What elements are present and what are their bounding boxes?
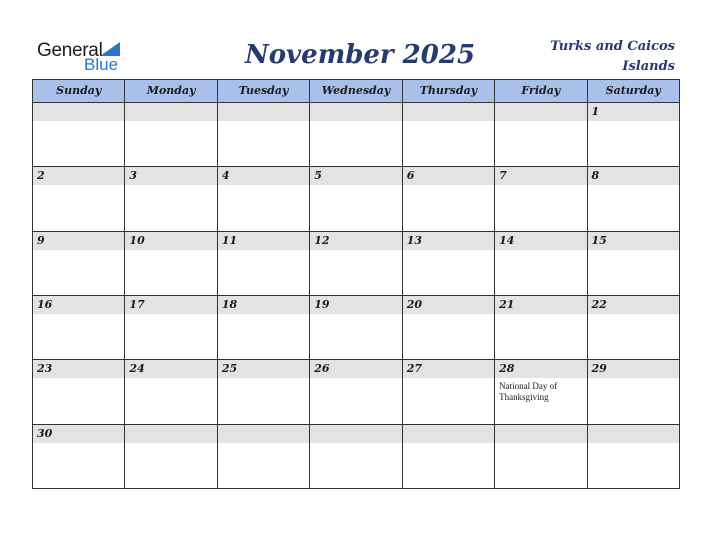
day-cell (218, 232, 310, 295)
day-number: 29 (591, 362, 607, 376)
day-cell (125, 232, 217, 295)
day-number: 15 (591, 233, 607, 247)
day-cell (310, 360, 402, 423)
day-cell (33, 360, 125, 423)
day-cell-header-bar (218, 425, 309, 443)
day-number: 14 (499, 233, 515, 247)
day-cell-header-bar (218, 167, 309, 185)
brand-blue-text: Blue (84, 55, 119, 74)
brand-general-text: General (37, 40, 103, 61)
day-cell (495, 425, 587, 488)
day-cell (403, 425, 495, 488)
day-number: 10 (129, 233, 145, 247)
day-cell (588, 360, 679, 423)
day-cell-header-bar (588, 103, 679, 121)
week-rows (33, 103, 679, 488)
day-cell-header-bar (403, 425, 494, 443)
day-number: 4 (221, 169, 230, 183)
day-number: 6 (406, 169, 415, 183)
region-name: Turks and Caicos Islands (550, 39, 675, 74)
weekday-header: Wednesday (310, 80, 402, 102)
day-cell-header-bar (33, 103, 124, 121)
day-number: 12 (314, 233, 330, 247)
week-row (33, 425, 679, 488)
day-number: 28 (499, 362, 515, 376)
day-cell (310, 425, 402, 488)
day-cell-header-bar (310, 167, 401, 185)
day-cell (495, 360, 587, 423)
day-number: 13 (406, 233, 422, 247)
day-cell (125, 425, 217, 488)
day-number: 8 (591, 169, 600, 183)
day-cell (125, 360, 217, 423)
day-cell-header-bar (495, 167, 586, 185)
day-number: 1 (591, 105, 600, 118)
weekday-header: Monday (125, 80, 217, 102)
day-cell-header-bar (310, 103, 401, 121)
day-cell-header-bar (403, 103, 494, 121)
day-number: 20 (406, 297, 422, 311)
day-number: 17 (129, 297, 145, 311)
day-cell (310, 232, 402, 295)
day-cell-header-bar (403, 167, 494, 185)
day-cell (218, 425, 310, 488)
weekday-header-row (33, 80, 679, 103)
week-row (33, 167, 679, 231)
day-cell (218, 167, 310, 230)
week-row (33, 103, 679, 167)
day-cell (33, 167, 125, 230)
day-cell (33, 296, 125, 359)
day-number: 16 (37, 297, 53, 311)
day-cell-header-bar (125, 103, 216, 121)
day-number: 26 (314, 362, 330, 376)
day-cell (218, 103, 310, 166)
day-number: 27 (406, 362, 422, 376)
day-number: 23 (37, 362, 53, 376)
day-cell-header-bar (125, 167, 216, 185)
day-number: 3 (129, 169, 138, 183)
day-cell (588, 232, 679, 295)
day-number: 24 (129, 362, 145, 376)
day-cell-header-bar (33, 232, 124, 250)
weekday-header: Thursday (403, 80, 495, 102)
brand-triangle-icon (100, 42, 120, 56)
holiday-label: National Day of Thanksgiving (499, 381, 558, 403)
day-cell (125, 296, 217, 359)
weekday-header: Tuesday (218, 80, 310, 102)
day-number: 21 (499, 297, 515, 311)
day-cell (403, 103, 495, 166)
day-cell-header-bar (218, 103, 309, 121)
day-cell (588, 296, 679, 359)
day-cell-header-bar (495, 103, 586, 121)
day-cell (125, 103, 217, 166)
day-cell-header-bar (33, 167, 124, 185)
day-number: 7 (499, 169, 507, 183)
day-cell (495, 232, 587, 295)
day-cell (495, 167, 587, 230)
day-cell (310, 103, 402, 166)
day-cell (403, 167, 495, 230)
day-cell (403, 232, 495, 295)
day-number: 22 (591, 297, 607, 311)
day-cell (218, 360, 310, 423)
day-number: 9 (37, 233, 45, 247)
day-number: 18 (221, 297, 238, 311)
weekday-header: Friday (495, 80, 587, 102)
day-cell (403, 296, 495, 359)
day-number: 25 (221, 362, 238, 376)
weekday-header: Saturday (605, 84, 661, 97)
day-number: 11 (221, 233, 238, 247)
day-cell (403, 360, 495, 423)
weekday-header: Sunday (33, 80, 125, 102)
day-cell (588, 103, 679, 166)
day-cell-header-bar (588, 167, 679, 185)
day-cell (125, 167, 217, 230)
week-row (33, 360, 679, 424)
day-cell (218, 296, 310, 359)
day-number: 19 (314, 297, 330, 311)
day-cell (495, 296, 587, 359)
day-number: 2 (37, 169, 45, 183)
day-cell (33, 425, 125, 488)
day-cell-header-bar (588, 425, 679, 443)
week-row (33, 296, 679, 360)
day-cell (495, 103, 587, 166)
day-cell-header-bar (310, 425, 401, 443)
day-cell-header-bar (125, 425, 216, 443)
week-row (33, 232, 679, 296)
day-cell (310, 167, 402, 230)
day-number: 5 (314, 169, 322, 183)
calendar-grid (32, 79, 680, 489)
day-cell (310, 296, 402, 359)
day-cell (33, 232, 125, 295)
day-cell (588, 167, 679, 230)
day-number: 30 (37, 426, 53, 440)
day-cell (588, 425, 679, 488)
day-cell (33, 103, 125, 166)
day-cell-header-bar (495, 425, 586, 443)
page-title: November 2025 (244, 40, 476, 70)
brand-logo (37, 38, 137, 74)
